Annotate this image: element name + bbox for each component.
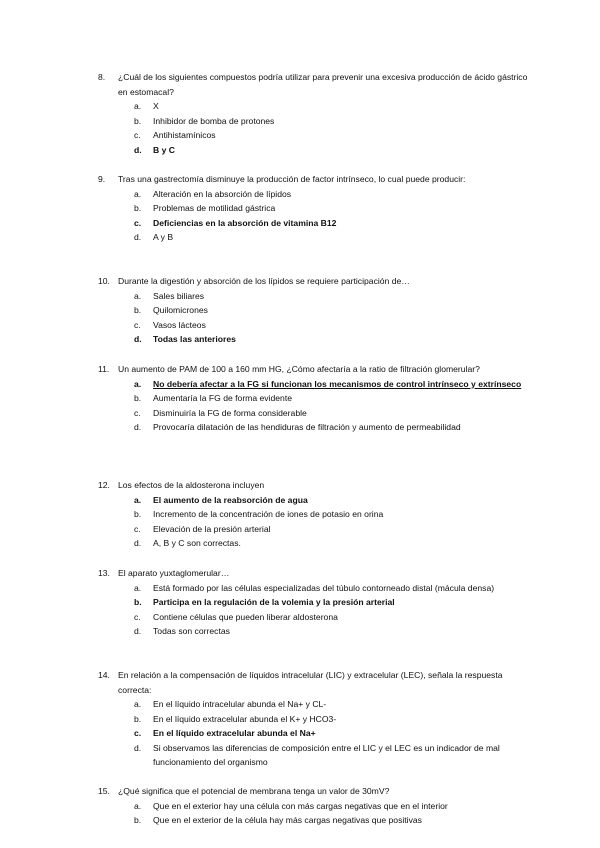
option-letter: a.: [134, 188, 142, 199]
option-b: [0, 712, 600, 727]
question-stem: [0, 478, 600, 493]
options-list: [0, 99, 600, 157]
question-stem: [0, 566, 600, 581]
option-text: El aumento de la reabsorción de agua: [153, 494, 308, 505]
question-stem: [0, 70, 600, 99]
option-text: Incremento de la concentración de iones de potasio en orina: [153, 509, 384, 519]
option-letter: c.: [134, 217, 142, 228]
question-12: [0, 478, 600, 551]
option-d: [0, 536, 600, 551]
option-letter: d.: [134, 626, 142, 636]
option-text: Deficiencias en la absorción de vitamina B12: [153, 217, 337, 228]
option-text: En el líquido extracelular abunda el K+ y HCO3-: [153, 713, 337, 724]
option-c: [0, 406, 600, 421]
question-number: 13.: [98, 568, 110, 578]
option-text: Todas las anteriores: [153, 334, 236, 344]
option-letter: b.: [134, 115, 142, 126]
option-a: [0, 289, 600, 304]
options-list: [0, 289, 600, 347]
option-letter: c.: [134, 319, 141, 330]
question-text: Los efectos de la aldosterona incluyen: [118, 480, 265, 490]
option-a: [0, 799, 600, 814]
question-stem: [0, 362, 600, 377]
question-stem: [0, 784, 600, 799]
question-stem: [0, 274, 600, 289]
option-letter: a.: [134, 290, 142, 301]
option-text: Contiene células que pueden liberar aldosterona: [153, 611, 338, 622]
question-number: 8.: [98, 72, 106, 82]
option-a: [0, 99, 600, 114]
option-d: [0, 230, 600, 245]
option-text: Todas son correctas: [153, 626, 230, 636]
option-d: [0, 624, 600, 639]
option-c-correct: [0, 726, 600, 741]
option-text: Problemas de motilidad gástrica: [153, 203, 276, 213]
option-text: Inhibidor de bomba de protones: [153, 115, 275, 126]
option-b: [0, 303, 600, 318]
option-b-correct: [0, 595, 600, 610]
option-letter: a.: [134, 800, 142, 811]
question-number: 12.: [98, 480, 110, 490]
option-text: En el líquido intracelular abunda el Na+ y CL-: [153, 699, 327, 709]
option-c: [0, 610, 600, 625]
option-letter: a.: [134, 494, 142, 505]
option-text: A, B y C son correctas.: [153, 538, 241, 548]
option-letter: d.: [134, 742, 142, 753]
question-text: Durante la digestión y absorción de los lípidos se requiere participación de…: [118, 276, 410, 286]
option-letter: a.: [134, 582, 142, 593]
option-a-correct: [0, 377, 600, 392]
option-b: [0, 391, 600, 406]
option-letter: c.: [134, 611, 141, 622]
option-text: Sales biliares: [153, 290, 205, 301]
option-letter: c.: [134, 130, 141, 140]
option-d: [0, 420, 600, 435]
option-text: En el líquido extracelular abunda el Na+: [153, 728, 316, 738]
question-8: [0, 70, 600, 157]
option-letter: b.: [134, 305, 142, 315]
options-list: [0, 493, 600, 551]
question-9: [0, 172, 600, 245]
option-letter: b.: [134, 597, 142, 607]
option-a-correct: [0, 493, 600, 508]
option-text: Disminuiría la FG de forma considerable: [153, 407, 307, 418]
option-text: Que en el exterior hay una célula con más cargas negativas que en el interior: [153, 800, 448, 811]
option-letter: a.: [134, 699, 142, 709]
option-letter: c.: [134, 728, 142, 738]
option-c: [0, 318, 600, 333]
option-letter: b.: [134, 815, 142, 825]
option-text: B y C: [153, 144, 175, 155]
options-list: [0, 187, 600, 245]
question-text: El aparato yuxtaglomerular…: [118, 568, 230, 578]
option-letter: d.: [134, 334, 142, 344]
question-11: [0, 362, 600, 435]
question-number: 11.: [98, 364, 110, 374]
question-number: 15.: [98, 786, 110, 796]
question-stem: [0, 172, 600, 187]
question-number: 10.: [98, 276, 110, 286]
option-a: [0, 697, 600, 712]
question-number: 9.: [98, 174, 106, 184]
question-text: ¿Cuál de los siguientes compuestos podría utilizar para prevenir una excesiva producción de ácido gástrico en estomacal?: [118, 72, 528, 97]
option-text: Antihistamínicos: [153, 130, 216, 140]
question-14: [0, 668, 600, 770]
option-letter: d.: [134, 232, 142, 242]
option-text: Provocaría dilatación de las hendiduras de filtración y aumento de permeabilidad: [153, 422, 461, 432]
option-letter: d.: [134, 538, 142, 548]
option-b: [0, 507, 600, 522]
option-d: [0, 741, 600, 770]
option-b: [0, 813, 600, 828]
option-d-correct: [0, 143, 600, 158]
option-c: [0, 522, 600, 537]
options-list: [0, 799, 600, 828]
option-letter: a.: [134, 101, 142, 111]
question-text: En relación a la compensación de líquidos intracelular (LIC) y extracelular (LEC), señala la respuesta correcta:: [118, 670, 503, 695]
question-15: [0, 784, 600, 828]
options-list: [0, 697, 600, 770]
question-10: [0, 274, 600, 347]
option-a: [0, 581, 600, 596]
option-text: No debería afectar a la FG si funcionan los mecanismos de control intrínseco y extrínseco: [153, 378, 522, 389]
options-list: [0, 377, 600, 435]
option-text: Vasos lácteos: [153, 319, 206, 330]
option-letter: d.: [134, 422, 142, 432]
option-letter: b.: [134, 509, 142, 519]
question-13: [0, 566, 600, 639]
option-text: Si observamos las diferencias de composición entre el LIC y el LEC es un indicador de mal funcionamiento del organismo: [153, 742, 500, 767]
option-text: Elevación de la presión arterial: [153, 523, 271, 534]
question-number: 14.: [98, 670, 110, 680]
option-text: Quilomicrones: [153, 305, 208, 315]
option-text: Alteración en la absorción de lípidos: [153, 188, 292, 199]
options-list: [0, 581, 600, 639]
option-text: Participa en la regulación de la volemia y la presión arterial: [153, 597, 395, 607]
option-a: [0, 187, 600, 202]
question-stem: [0, 668, 600, 697]
question-text: Tras una gastrectomía disminuye la producción de factor intrínseco, lo cual puede producir:: [118, 174, 466, 184]
question-text: ¿Qué significa que el potencial de membrana tenga un valor de 30mV?: [118, 786, 390, 796]
option-letter: b.: [134, 203, 142, 213]
option-text: Está formado por las células especializadas del túbulo contorneado distal (mácula densa): [153, 582, 495, 593]
question-text: Un aumento de PAM de 100 a 160 mm HG, ¿Cómo afectaría a la ratio de filtración glomerular?: [118, 364, 480, 374]
option-c: [0, 128, 600, 143]
option-letter: c.: [134, 407, 141, 418]
option-text: Aumentaría la FG de forma evidente: [153, 393, 293, 403]
option-text: A y B: [153, 232, 174, 242]
option-text: Que en el exterior de la célula hay más cargas negativas que positivas: [153, 815, 422, 825]
option-letter: d.: [134, 144, 142, 155]
option-letter: a.: [134, 378, 142, 389]
option-b: [0, 201, 600, 216]
option-text: X: [153, 101, 159, 111]
option-d-correct: [0, 332, 600, 347]
option-b: [0, 114, 600, 129]
option-letter: b.: [134, 713, 142, 724]
option-c-correct: [0, 216, 600, 231]
option-letter: b.: [134, 393, 142, 403]
option-letter: c.: [134, 523, 141, 534]
